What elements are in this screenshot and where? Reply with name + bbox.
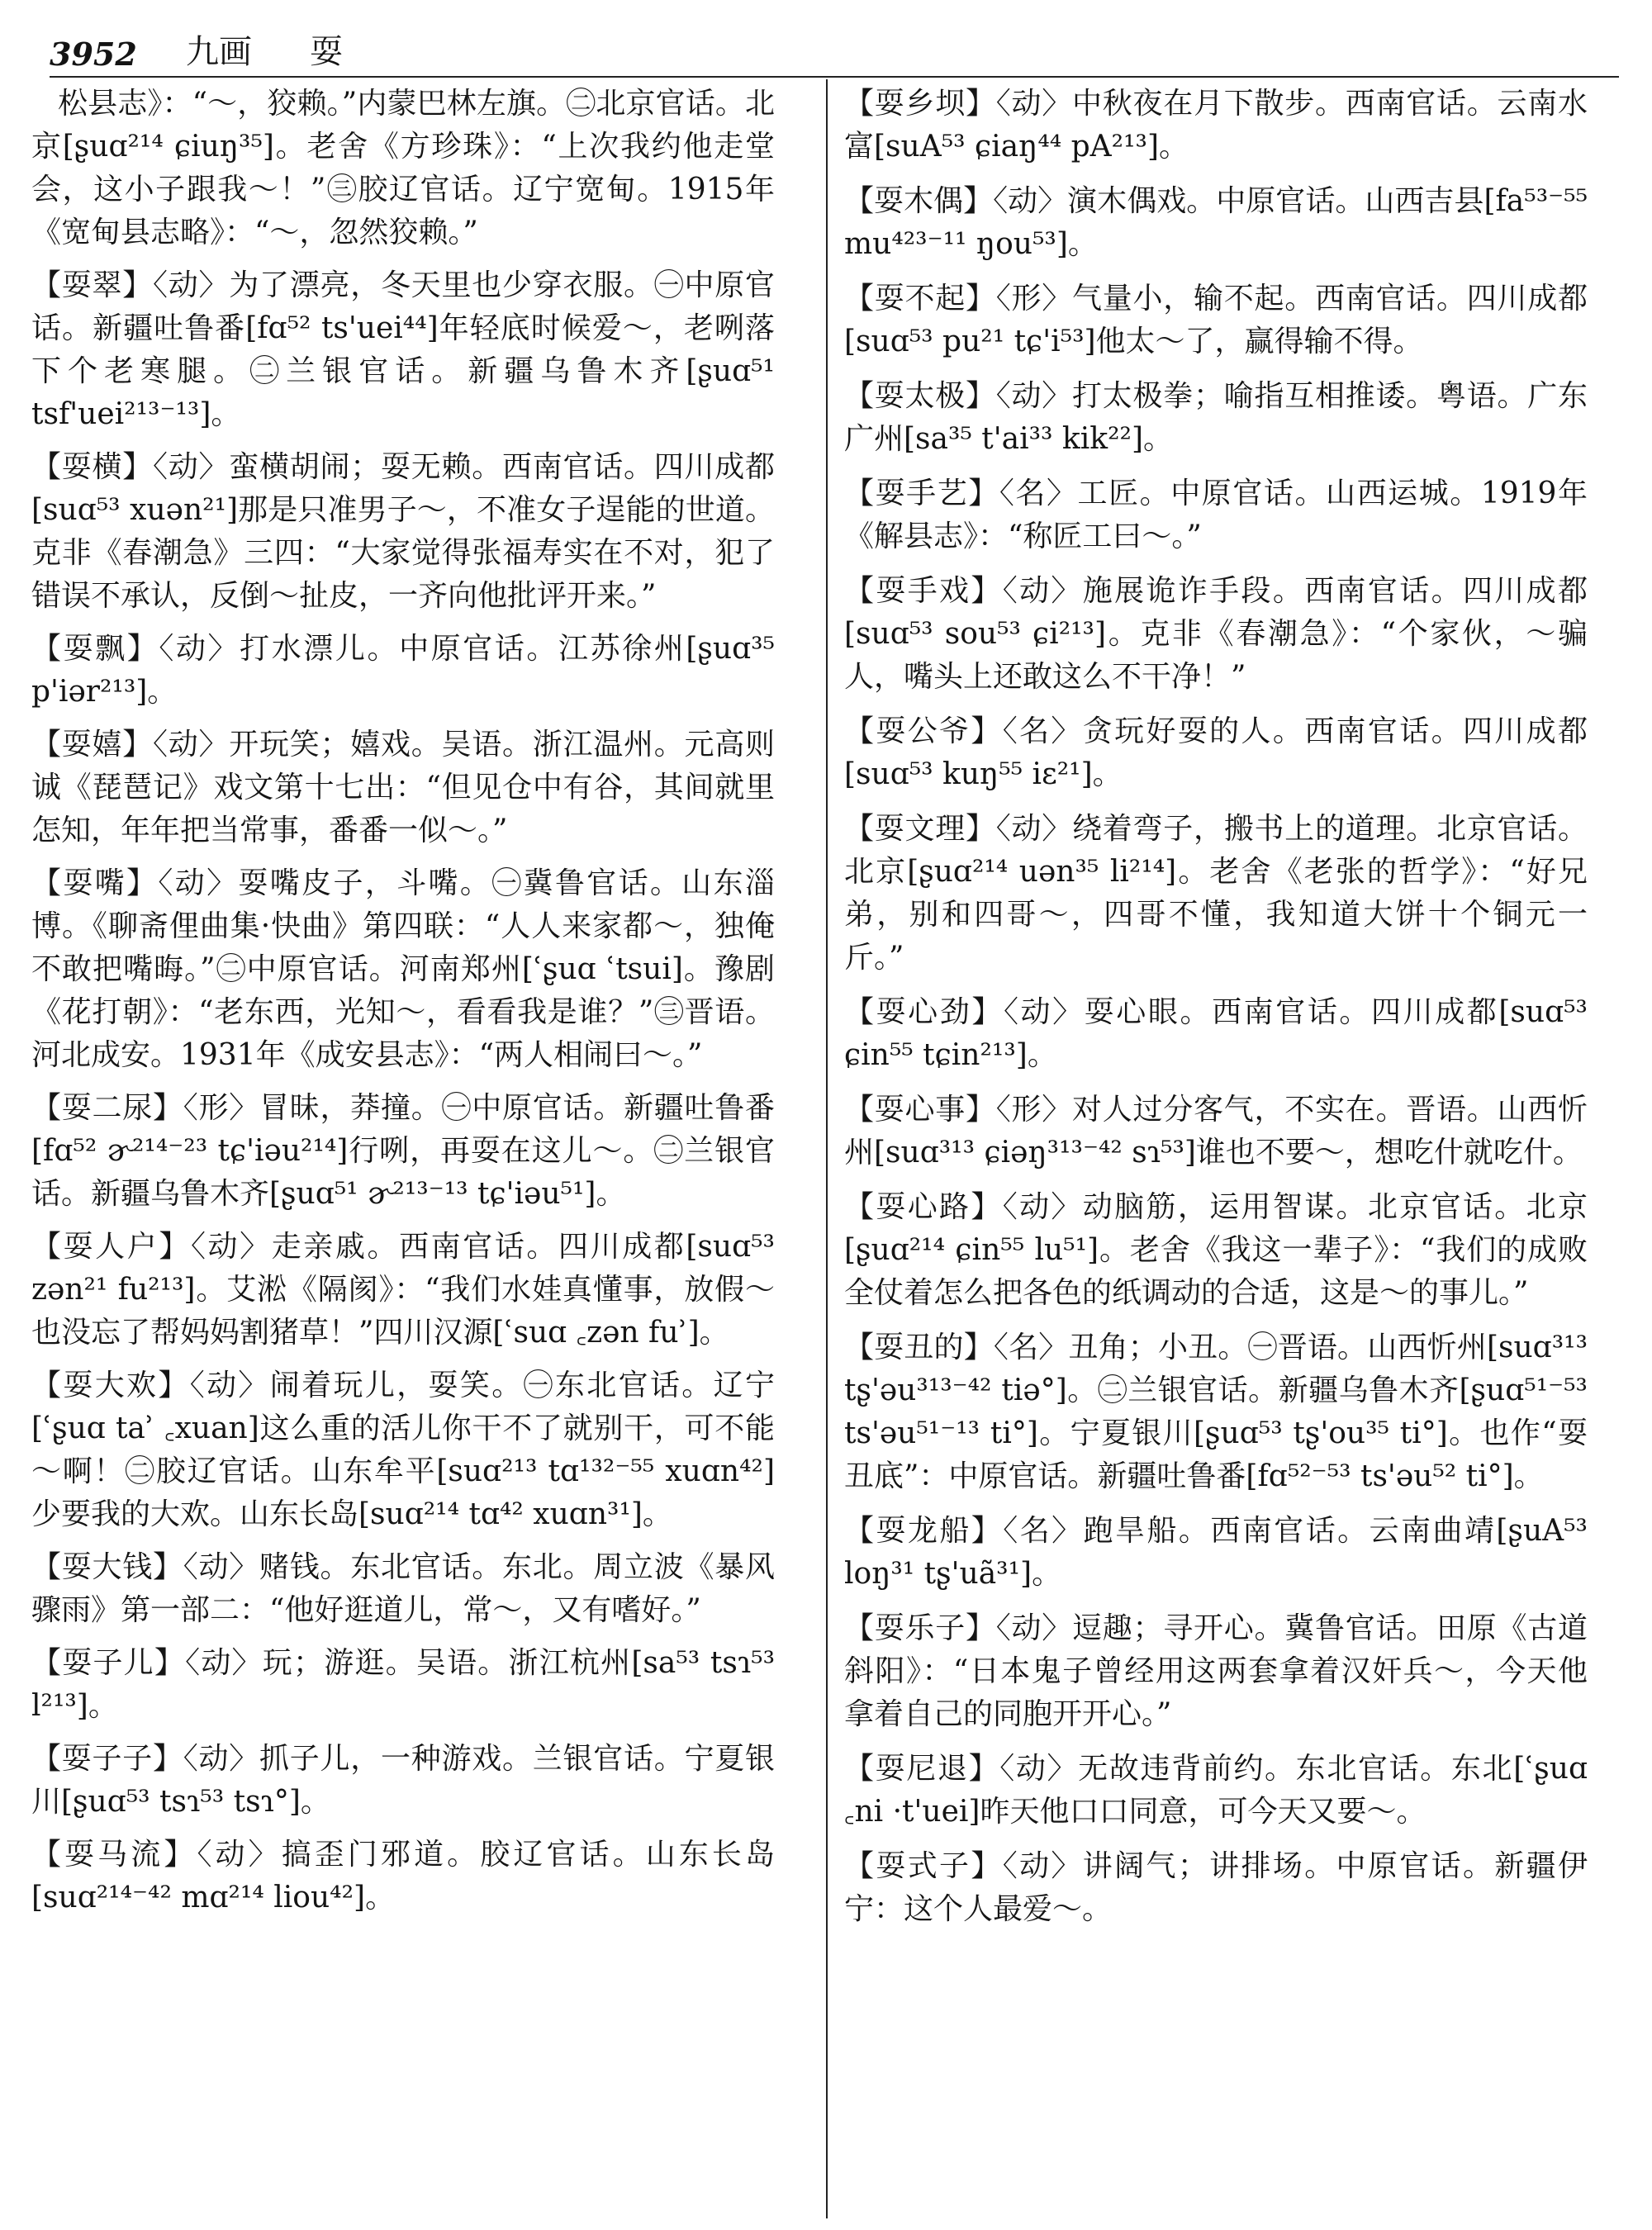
dictionary-entry: 【耍心路】〈动〉动脑筋，运用智谋。北京官话。北京[ʂuɑ²¹⁴ ɕin⁵⁵ lu⁵¹]。老舍《我这一辈子》：“我们的成败全仗着怎么把各色的纸调动的合适，这是～的事儿。” (844, 1190, 1588, 1310)
dictionary-entry: 【耍横】〈动〉蛮横胡闹；耍无赖。西南官话。四川成都[suɑ⁵³ xuən²¹]那是只准男子～，不准女子逞能的世道。克非《春潮急》三四：“大家觉得张福寿实在不对，犯了错误不承认，反倒～扯皮，一齐向他批评开来。” (31, 450, 775, 613)
dictionary-entry: 【耍乡坝】〈动〉中秋夜在月下散步。西南官话。云南水富[suA⁵³ ɕiaŋ⁴⁴ pA²¹³]。 (844, 87, 1588, 164)
dictionary-entry: 【耍子子】〈动〉抓子儿，一种游戏。兰银官话。宁夏银川[ʂuɑ⁵³ tsɿ⁵³ tsɿ°]。 (31, 1742, 775, 1819)
page-header (50, 3, 1619, 73)
dictionary-entry: 【耍嘴】〈动〉耍嘴皮子，斗嘴。㊀冀鲁官话。山东淄博。《聊斋俚曲集·快曲》第四联：“人人来家都～，独俺不敢把嘴晦。”㊁中原官话。河南郑州[ʿʂuɑ ʿtsui]。豫剧《花打朝》：“老东西，光知～，看看我是谁？”㊂晋语。河北成安。1931年《成安县志》：“两人相闹曰～。” (31, 866, 775, 1072)
dictionary-entry: 【耍公爷】〈名〉贪玩好耍的人。西南官话。四川成都[suɑ⁵³ kuŋ⁵⁵ iɛ²¹]。 (844, 714, 1588, 791)
dictionary-entry: 【耍子儿】〈动〉玩；游逛。吴语。浙江杭州[sa⁵³ tsɿ⁵³ l²¹³]。 (31, 1646, 775, 1723)
head-character: 耍 (310, 33, 343, 71)
dictionary-entry: 【耍龙船】〈名〉跑旱船。西南官话。云南曲靖[ʂuA⁵³ loŋ³¹ tʂ'uã³¹]。 (844, 1514, 1588, 1591)
dictionary-entry: 【耍二尿】〈形〉冒昧，莽撞。㊀中原官话。新疆吐鲁番[fɑ⁵² ɚ²¹⁴⁻²³ tɕ'iəu²¹⁴]行咧，再耍在这儿～。㊁兰银官话。新疆乌鲁木齐[ʂuɑ⁵¹ ɚ²¹³⁻¹³ tɕ'iəu⁵¹]。 (31, 1091, 775, 1211)
dictionary-entry: 【耍丑的】〈名〉丑角；小丑。㊀晋语。山西忻州[suɑ³¹³ tʂ'əu³¹³⁻⁴² tiə°]。㊁兰银官话。新疆乌鲁木齐[ʂuɑ⁵¹⁻⁵³ ts'əu⁵¹⁻¹³ ti°]。宁夏银川[ʂuɑ⁵³ tʂ'ou³⁵ ti°]。也作“耍丑底”：中原官话。新疆吐鲁番[fɑ⁵²⁻⁵³ ts'əu⁵² ti°]。 (844, 1331, 1588, 1493)
dictionary-entry: 【耍手戏】〈动〉施展诡诈手段。西南官话。四川成都[suɑ⁵³ sou⁵³ ɕi²¹³]。克非《春潮急》：“个家伙，～骗人，嘴头上还敢这么不干净！” (844, 574, 1588, 694)
dictionary-entry: 【耍心劲】〈动〉耍心眼。西南官话。四川成都[suɑ⁵³ ɕin⁵⁵ tɕin²¹³]。 (844, 995, 1588, 1072)
page-number: 3952 (50, 36, 137, 73)
dictionary-entry: 【耍文理】〈动〉绕着弯子，搬书上的道理。北京官话。北京[ʂuɑ²¹⁴ uən³⁵ li²¹⁴]。老舍《老张的哲学》：“好兄弟，别和四哥～，四哥不懂，我知道大饼十个铜元一斤。” (844, 812, 1588, 975)
dictionary-entry: 【耍手艺】〈名〉工匠。中原官话。山西运城。1919年《解县志》：“称匠工曰～。” (844, 477, 1588, 553)
left-column (31, 83, 775, 1929)
dictionary-entry: 【耍木偶】〈动〉演木偶戏。中原官话。山西吉县[fa⁵³⁻⁵⁵ mu⁴²³⁻¹¹ ŋou⁵³]。 (844, 184, 1588, 261)
dictionary-entry: 【耍大钱】〈动〉赌钱。东北官话。东北。周立波《暴风骤雨》第一部二：“他好逛道儿，常～，又有嗜好。” (31, 1550, 775, 1627)
dictionary-entry: 【耍人户】〈动〉走亲戚。西南官话。四川成都[suɑ⁵³ zən²¹ fu²¹³]。艾淞《隔阂》：“我们水娃真懂事，放假～也没忘了帮妈妈割猪草！”四川汉源[ʿsuɑ ꜀zən fuʾ]。 (31, 1230, 775, 1350)
dictionary-entry: 【耍尼退】〈动〉无故违背前约。东北官话。东北[ʿʂuɑ ꜀ni ·t'uei]昨天他口口同意，可今天又要～。 (844, 1752, 1588, 1829)
entry-continuation: 松县志》：“～，狡赖。”内蒙巴林左旗。㊁北京官话。北京[ʂuɑ²¹⁴ ɕiuŋ³⁵]。老舍《方珍珠》：“上次我约他走堂会，这小子跟我～！”㊂胶辽官话。辽宁宽甸。1915年《宽甸县志略》：“～，忽然狡赖。” (31, 87, 775, 249)
dictionary-entry: 【耍乐子】〈动〉逗趣；寻开心。冀鲁官话。田原《古道斜阳》：“日本鬼子曾经用这两套拿着汉奸兵～，今天他拿着自己的同胞开开心。” (844, 1611, 1588, 1731)
dictionary-entry: 【耍心事】〈形〉对人过分客气，不实在。晋语。山西忻州[suɑ³¹³ ɕiəŋ³¹³⁻⁴² sɿ⁵³]谁也不要～，想吃什就吃什。 (844, 1093, 1588, 1170)
right-column (844, 83, 1588, 1943)
dictionary-entry: 【耍翠】〈动〉为了漂亮，冬天里也少穿衣服。㊀中原官话。新疆吐鲁番[fɑ⁵² ts'uei⁴⁴]年轻底时候爱～，老咧落下个老寒腿。㊁兰银官话。新疆乌鲁木齐[ʂuɑ⁵¹ tsf'uei²¹³⁻¹³]。 (31, 268, 775, 431)
dictionary-entry: 【耍式子】〈动〉讲阔气；讲排场。中原官话。新疆伊宁：这个人最爱～。 (844, 1849, 1588, 1926)
column-divider (826, 79, 828, 2218)
stroke-count-label: 九画 (186, 33, 252, 71)
dictionary-entry: 【耍大欢】〈动〉闹着玩儿，耍笑。㊀东北官话。辽宁[ʿʂuɑ taʾ ꜀xuan]这么重的活儿你干不了就别干，可不能～啊！㊁胶辽官话。山东牟平[suɑ²¹³ tɑ¹³²⁻⁵⁵ xuɑn⁴²]少要我的大欢。山东长岛[suɑ²¹⁴ tɑ⁴² xuɑn³¹]。 (31, 1369, 775, 1531)
dictionary-entry: 【耍太极】〈动〉打太极拳；喻指互相推诿。粤语。广东广州[sa³⁵ t'ai³³ kik²²]。 (844, 379, 1588, 456)
header-rule (50, 76, 1619, 78)
dictionary-entry: 【耍马流】〈动〉搞歪门邪道。胶辽官话。山东长岛[suɑ²¹⁴⁻⁴² mɑ²¹⁴ liou⁴²]。 (31, 1838, 775, 1914)
dictionary-entry: 【耍不起】〈形〉气量小，输不起。西南官话。四川成都[suɑ⁵³ pu²¹ tɕ'i⁵³]他太～了，赢得输不得。 (844, 282, 1588, 358)
dictionary-entry: 【耍嬉】〈动〉开玩笑；嬉戏。吴语。浙江温州。元高则诚《琵琶记》戏文第十七出：“但见仓中有谷，其间就里怎知，年年把当常事，番番一似～。” (31, 728, 775, 847)
dictionary-entry: 【耍飘】〈动〉打水漂儿。中原官话。江苏徐州[ʂuɑ³⁵ p'iər²¹³]。 (31, 632, 775, 709)
